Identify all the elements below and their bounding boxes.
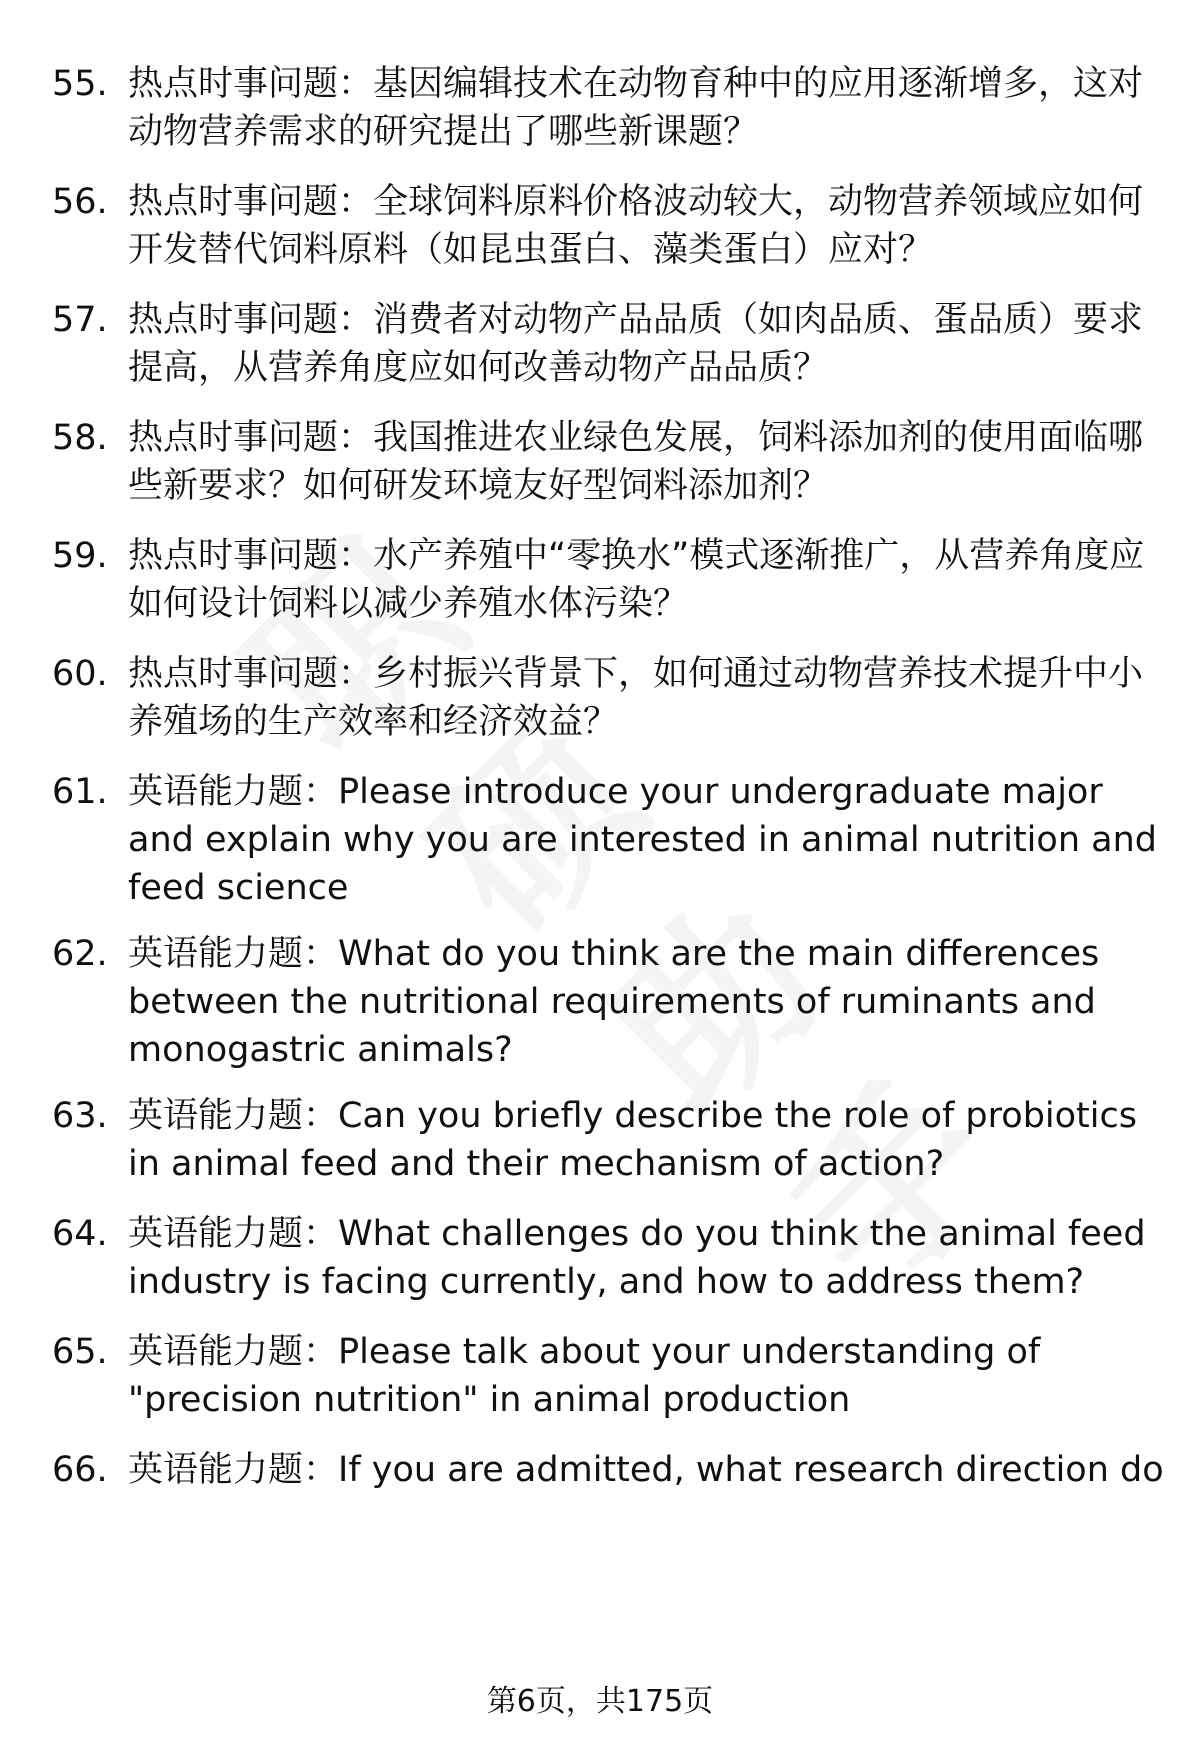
question-text: 英语能力题：Please talk about your understanding of "precision nutrition" in animal production xyxy=(128,1332,1041,1420)
question-text: 英语能力题：What do you think are the main differences between the nutritional requirements of ruminants and monogastric animals? xyxy=(128,934,1100,1070)
question-text: 热点时事问题：我国推进农业绿色发展，饲料添加剂的使用面临哪些新要求？如何研发环境友好型饲料添加剂？ xyxy=(128,418,1144,506)
question-text: 热点时事问题：水产养殖中“零换水”模式逐渐推广，从营养角度应如何设计饲料以减少养殖水体污染？ xyxy=(128,536,1145,624)
question-text: 英语能力题：What challenges do you think the animal feed industry is facing currently, and how to address them? xyxy=(128,1214,1146,1302)
question-number: 55. xyxy=(52,64,108,104)
question-text: 热点时事问题：基因编辑技术在动物育种中的应用逐渐增多，这对动物营养需求的研究提出了哪些新课题？ xyxy=(128,64,1144,152)
question-number: 61. xyxy=(52,772,108,812)
question-number: 56. xyxy=(52,182,108,222)
question-text: 英语能力题：Can you briefly describe the role of probiotics in animal feed and their mechanism of action? xyxy=(128,1096,1137,1184)
question-text: 英语能力题：If you are admitted, what research direction do xyxy=(128,1450,1164,1490)
question-number: 58. xyxy=(52,418,108,458)
question-number: 63. xyxy=(52,1096,108,1136)
question-number: 60. xyxy=(52,654,108,694)
question-number: 62. xyxy=(52,934,108,974)
question-number: 66. xyxy=(52,1450,108,1490)
question-text: 热点时事问题：全球饲料原料价格波动较大，动物营养领域应如何开发替代饲料原料（如昆虫蛋白、藻类蛋白）应对？ xyxy=(128,182,1144,270)
page-number-footer: 第6页，共175页 xyxy=(486,1684,714,1719)
question-text: 英语能力题：Please introduce your undergraduate major and explain why you are interested in animal nutrition and feed science xyxy=(128,772,1157,908)
question-text: 热点时事问题：乡村振兴背景下，如何通过动物营养技术提升中小养殖场的生产效率和经济效益？ xyxy=(128,654,1144,742)
watermark-char xyxy=(181,473,508,800)
question-number: 65. xyxy=(52,1332,108,1372)
question-number: 64. xyxy=(52,1214,108,1254)
question-number: 59. xyxy=(52,536,108,576)
question-number: 57. xyxy=(52,300,108,340)
question-text: 热点时事问题：消费者对动物产品品质（如肉品质、蛋品质）要求提高，从营养角度应如何改善动物产品品质？ xyxy=(128,300,1144,388)
